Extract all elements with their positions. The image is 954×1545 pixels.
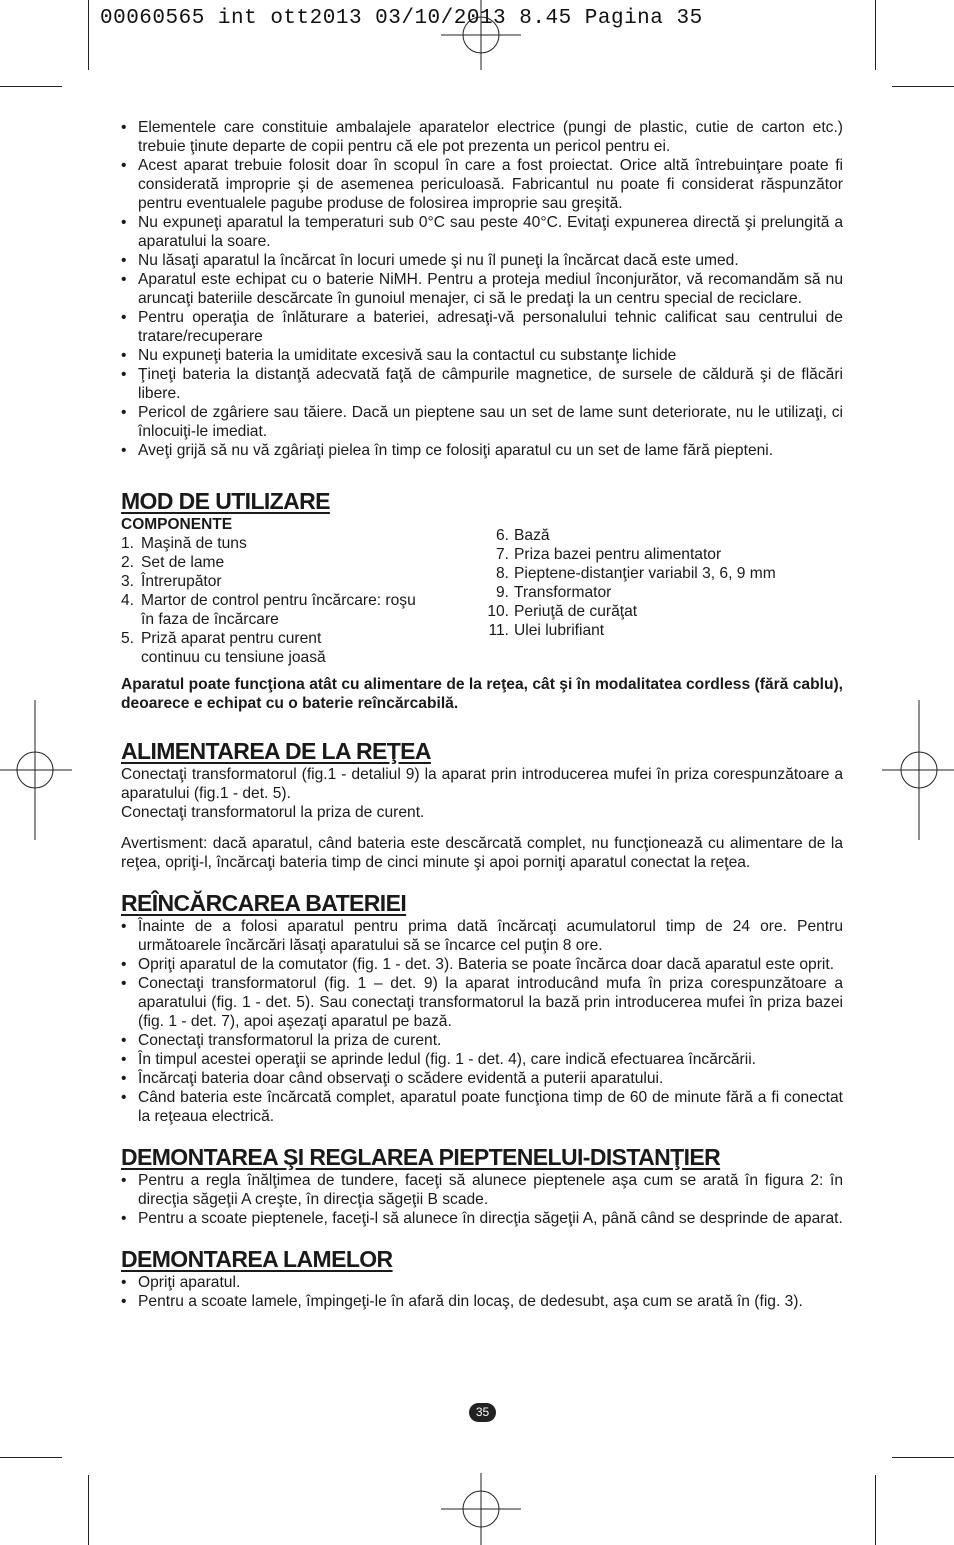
list-item: • Aparatul este echipat cu o baterie NiMH. Pentru a proteja mediul înconjurător, vă recomandăm să nu aruncaţi bateriile descărcate în gunoiul menajer, ci să le predaţi la un centru special de reciclare.	[121, 270, 843, 308]
paragraph: Conectaţi transformatorul (fig.1 - detaliul 9) la aparat prin introducerea mufei în priza corespunzătoare a aparatului (fig.1 - det. 5).	[121, 766, 843, 802]
list-item: • Conectaţi transformatorul la priza de curent.	[121, 1031, 843, 1050]
list-item: 9. Transformator	[495, 584, 612, 601]
registration-mark-icon	[441, 1473, 521, 1545]
registration-mark-icon	[882, 700, 954, 840]
list-item: • Conectaţi transformatorul (fig. 1 – det. 9) la aparat introducând mufa în priza corespunzătoare a aparatului (fig. 1 - det. 5). Sau conectaţi transformatorul la bază prin introducerea mufei în priza bazei (fig. 1 - det. 7), apoi aşezaţi aparatul pe bază.	[121, 974, 843, 1031]
list-item: 5. Priză aparat pentru curent continuu cu tensiune joasă	[121, 630, 326, 666]
registration-mark-icon	[441, 0, 521, 72]
section-title: REÎNCĂRCAREA BATERIEI	[121, 890, 407, 916]
charging-list	[121, 917, 843, 1126]
crop-mark	[0, 1457, 62, 1458]
list-item: • Elementele care constituie ambalajele aparatelor electrice (pungi de plastic, cutie de carton etc.) trebuie ţinute departe de copii pentru că ele pot prezenta un pericol pentru ei.	[121, 118, 843, 156]
list-item: • Înainte de a folosi aparatul pentru prima dată încărcaţi acumulatorul timp de 24 ore. Pentru următoarele încărcări lăsaţi aparatului să se încarce cel puţin 8 ore.	[121, 917, 843, 955]
print-header: 00060565 int ott2013 03/10/2013 8.45 Pagina 35	[100, 7, 703, 30]
list-item: 8. Pieptene-distanţier variabil 3, 6, 9 mm	[495, 565, 776, 582]
list-item: • Nu expuneţi aparatul la temperaturi sub 0°C sau peste 40°C. Evitaţi expunerea directă şi prelungită a aparatului la soare.	[121, 213, 843, 251]
crop-mark	[892, 86, 954, 87]
list-item: • Aveţi grijă să nu vă zgâriaţi pielea în timp ce folosiţi aparatul cu un set de lame fără piepteni.	[121, 441, 843, 460]
paragraph: Avertisment: dacă aparatul, când bateria este descărcată complet, nu funcţionează cu alimentare de la reţea, opriţi-l, încărcaţi bateria timp de cinci minute şi apoi porniţi aparatul conectat la reţea.	[121, 835, 843, 871]
crop-mark	[88, 1475, 89, 1545]
list-item: 1. Maşină de tuns	[121, 535, 247, 552]
page-number-badge: 35	[469, 1403, 496, 1422]
list-item: • Nu lăsaţi aparatul la încărcat în locuri umede şi nu îl puneţi la încărcat dacă este umed.	[121, 251, 843, 270]
list-item: • Pentru operaţia de înlăturare a bateriei, adresaţi-vă personalului tehnic calificat sau centrului de tratare/recuperare	[121, 308, 843, 346]
page-content	[121, 118, 843, 1311]
components-list	[121, 527, 843, 667]
list-item: • Nu expuneţi bateria la umiditate excesivă sau la contactul cu substanţe lichide	[121, 346, 843, 365]
list-item: • În timpul acestei operaţii se aprinde ledul (fig. 1 - det. 4), care indică efectuarea încărcării.	[121, 1050, 843, 1069]
list-item: • Când bateria este încărcată complet, aparatul poate funcţiona timp de 60 de minute fără a fi conectat la reţeaua electrică.	[121, 1088, 843, 1126]
list-item: • Ţineţi bateria la distanţă adecvată faţă de câmpurile magnetice, de sursele de căldură şi de flăcări libere.	[121, 365, 843, 403]
list-item: 4. Martor de control pentru încărcare: roşu în faza de încărcare	[121, 592, 416, 628]
list-item: • Încărcaţi bateria doar când observaţi o scădere evidentă a puterii aparatului.	[121, 1069, 843, 1088]
comb-list	[121, 1171, 843, 1228]
subsection-title: COMPONENTE	[121, 516, 233, 533]
list-item: 2. Set de lame	[121, 554, 225, 571]
list-item: • Pentru a scoate lamele, împingeţi-le în afară din locaş, de dedesubt, aşa cum se arată în (fig. 3).	[121, 1292, 843, 1311]
list-item: • Pentru a scoate pieptenele, faceţi-l să alunece în direcţia săgeţii A, până când se desprinde de aparat.	[121, 1209, 843, 1228]
list-item: 3. Întrerupător	[121, 573, 222, 590]
list-item: • Acest aparat trebuie folosit doar în scopul în care a fost proiectat. Orice altă întrebuinţare poate fi considerată improprie şi de asemenea periculoasă. Fabricantul nu poate fi considerat răspunzător pentru eventualele pagube produse de folosirea improprie sau greşită.	[121, 156, 843, 213]
list-item: • Pentru a regla înălţimea de tundere, faceţi să alunece pieptenele aşa cum se arată în figura 2: în direcţia săgeţii A creşte, în direcţia săgeţii B scade.	[121, 1171, 843, 1209]
section-title: DEMONTAREA LAMELOR	[121, 1246, 393, 1272]
registration-mark-icon	[0, 700, 72, 840]
crop-mark	[892, 1457, 954, 1458]
blades-list	[121, 1273, 843, 1311]
warnings-list	[121, 118, 843, 460]
section-title: DEMONTAREA ŞI REGLAREA PIEPTENELUI-DISTANŢIER	[121, 1144, 721, 1170]
crop-mark	[875, 1475, 876, 1545]
crop-mark	[0, 86, 62, 87]
list-item: 6. Bază	[495, 527, 550, 544]
list-item: • Opriţi aparatul de la comutator (fig. 1 - det. 3). Bateria se poate încărca doar dacă aparatul este oprit.	[121, 955, 843, 974]
cordless-note: Aparatul poate funcţiona atât cu alimentare de la reţea, cât şi în modalitatea cordless (fără cablu), deoarece e echipat cu o baterie reîncărcabilă.	[121, 676, 843, 712]
paragraph: Conectaţi transformatorul la priza de curent.	[121, 804, 425, 821]
components-left	[121, 534, 481, 667]
list-item: • Pericol de zgâriere sau tăiere. Dacă un pieptene sau un set de lame sunt deteriorate, nu le utilizaţi, ci înlocuiţi-le imediat.	[121, 403, 843, 441]
crop-mark	[875, 0, 876, 70]
list-item: 7. Priza bazei pentru alimentator	[495, 546, 722, 563]
components-right	[481, 526, 776, 667]
section-title: MOD DE UTILIZARE	[121, 488, 330, 514]
list-item: • Opriţi aparatul.	[121, 1273, 843, 1292]
list-item: 10. Periuţă de curăţat	[487, 603, 638, 620]
section-title: ALIMENTAREA DE LA REŢEA	[121, 738, 431, 764]
crop-mark	[88, 0, 89, 70]
list-item: 11. Ulei lubrifiant	[488, 622, 605, 639]
